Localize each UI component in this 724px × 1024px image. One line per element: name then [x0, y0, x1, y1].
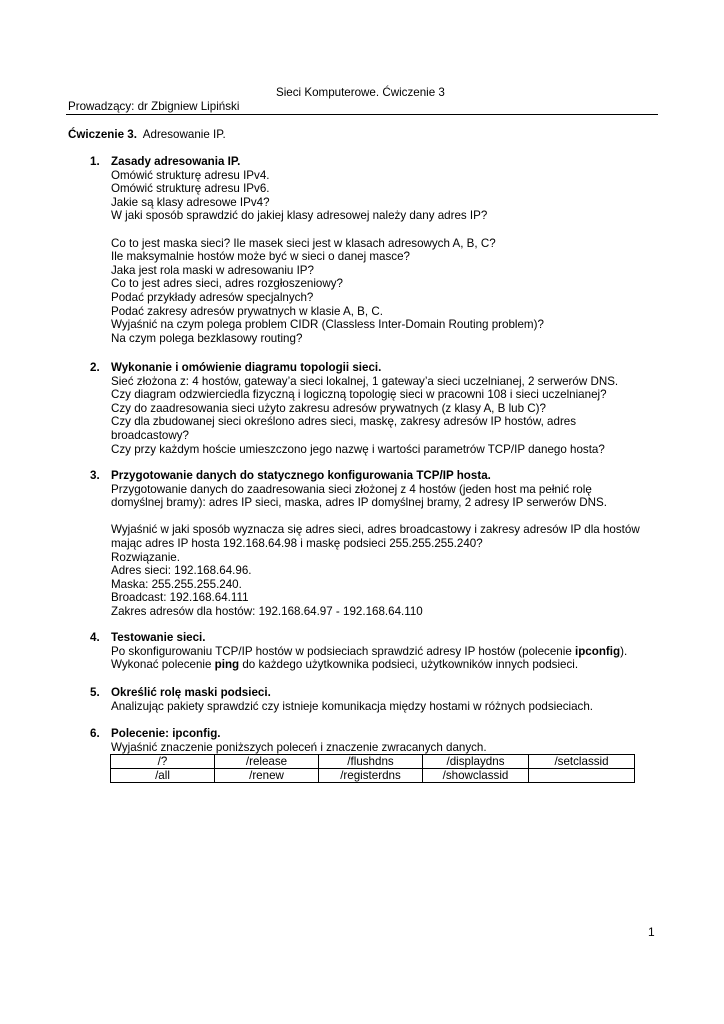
section-title: Wykonanie i omówienie diagramu topologii sieci. [111, 361, 382, 374]
command-ipconfig: ipconfig [575, 644, 621, 658]
table-cell: /release [215, 755, 319, 769]
ipconfig-commands-table [110, 754, 635, 783]
section-title: Testowanie sieci. [111, 631, 206, 644]
section-line: Analizując pakiety sprawdzić czy istnieje komunikacja między hostami w różnych podsieciach. [111, 699, 593, 713]
section-line: Sieć złożona z: 4 hostów, gateway’a sieci lokalnej, 1 gateway’a sieci uczelnianej, 2 serwerów DNS. [111, 374, 619, 388]
section-line: Czy do zaadresowania sieci użyto zakresu adresów prywatnych (z klasy A, B lub C)? [111, 401, 546, 415]
table-cell [529, 769, 635, 783]
section-line: Ile maksymalnie hostów może być w sieci o danej masce? [111, 250, 410, 264]
section-line: Zakres adresów dla hostów: 192.168.64.97 - 192.168.64.110 [111, 604, 423, 618]
table-cell: /setclassid [529, 755, 635, 769]
blank-line [111, 223, 661, 237]
section-line: Czy przy każdym hoście umieszczono jego nazwę i wartości parametrów TCP/IP danego hosta? [111, 442, 605, 456]
section-line: Na czym polega bezklasowy routing? [111, 331, 303, 345]
section-line: Broadcast: 192.168.64.111 [111, 591, 249, 605]
section-line: Czy dla zbudowanej sieci określono adres sieci, maskę, zakresy adresów IP hostów, adres [111, 415, 577, 429]
section-line: Adres sieci: 192.168.64.96. [111, 564, 252, 578]
section-line: broadcastowy? [111, 428, 189, 442]
section-number: 6. [90, 727, 100, 740]
exercise-label: Ćwiczenie 3. [68, 128, 137, 141]
section-line [111, 645, 661, 659]
document-author: Prowadzący: dr Zbigniew Lipiński [68, 100, 240, 113]
section-line: domyślnej bramy): adres IP sieci, maska, adres IP domyślnej bramy, 2 adresy IP serwerów DNS. [111, 496, 607, 510]
table-cell: /all [111, 769, 215, 783]
table-cell: /flushdns [319, 755, 423, 769]
page-number: 1 [648, 925, 655, 939]
section-number: 3. [90, 469, 100, 482]
section-line: Jaka jest rola maski w adresowaniu IP? [111, 263, 314, 277]
blank-line [111, 510, 661, 524]
table-row [111, 769, 635, 783]
section-title: Polecenie: ipconfig. [111, 727, 221, 740]
table-cell: /renew [215, 769, 319, 783]
section-title: Określić rolę maski podsieci. [111, 686, 271, 699]
section-title: Przygotowanie danych do statycznego konfigurowania TCP/IP hosta. [111, 469, 491, 482]
section-line: Omówić strukturę adresu IPv4. [111, 168, 270, 182]
section-line: Wyjaśnić na czym polega problem CIDR (Classless Inter-Domain Routing problem)? [111, 318, 544, 332]
table-cell: /registerdns [319, 769, 423, 783]
section-title: Zasady adresowania IP. [111, 155, 241, 168]
section-number: 4. [90, 631, 100, 644]
document-title: Sieci Komputerowe. Ćwiczenie 3 [276, 86, 445, 99]
section-line: Podać przykłady adresów specjalnych? [111, 290, 314, 304]
text-run: Wykonać polecenie [111, 658, 215, 672]
section-line: Wyjaśnić znaczenie poniższych poleceń i znaczenie zwracanych danych. [111, 740, 487, 754]
header-divider [66, 114, 658, 115]
section-number: 2. [90, 361, 100, 374]
table-cell: /? [111, 755, 215, 769]
section-number: 5. [90, 686, 100, 699]
section-line: Co to jest adres sieci, adres rozgłoszeniowy? [111, 277, 343, 291]
section-line: Rozwiązanie. [111, 550, 180, 564]
command-ping: ping [214, 658, 240, 672]
text-run: Po skonfigurowaniu TCP/IP hostów w podsieciach sprawdzić adresy IP hostów (polecenie [111, 644, 575, 658]
section-number: 1. [90, 155, 100, 168]
text-run: do każdego użytkownika podsieci, użytkowników innych podsieci. [239, 658, 579, 672]
section-line [111, 658, 661, 672]
table-cell: /showclassid [423, 769, 529, 783]
text-run: ). [620, 644, 628, 658]
table-row [111, 755, 635, 769]
exercise-title: Adresowanie IP. [142, 128, 226, 141]
section-line: Omówić strukturę adresu IPv6. [111, 182, 270, 196]
section-line: Przygotowanie danych do zaadresowania sieci złożonej z 4 hostów (jeden host ma pełnić rolę [111, 482, 592, 496]
section-line: Maska: 255.255.255.240. [111, 577, 242, 591]
section-line: Czy diagram odzwierciedla fizyczną i logiczną topologię sieci w pracowni 108 i sieci uczelnianej? [111, 388, 607, 402]
section-line: Podać zakresy adresów prywatnych w klasie A, B, C. [111, 304, 383, 318]
section-line: Jakie są klasy adresowe IPv4? [111, 195, 270, 209]
section-line: mając adres IP hosta 192.168.64.98 i maskę podsieci 255.255.255.240? [111, 536, 483, 550]
table-cell: /displaydns [423, 755, 529, 769]
section-line: W jaki sposób sprawdzić do jakiej klasy adresowej należy dany adres IP? [111, 209, 488, 223]
section-line: Wyjaśnić w jaki sposób wyznacza się adres sieci, adres broadcastowy i zakresy adresów IP dla hostów [111, 523, 640, 537]
section-line: Co to jest maska sieci? Ile masek sieci jest w klasach adresowych A, B, C? [111, 236, 496, 250]
exercise-heading [68, 128, 226, 142]
